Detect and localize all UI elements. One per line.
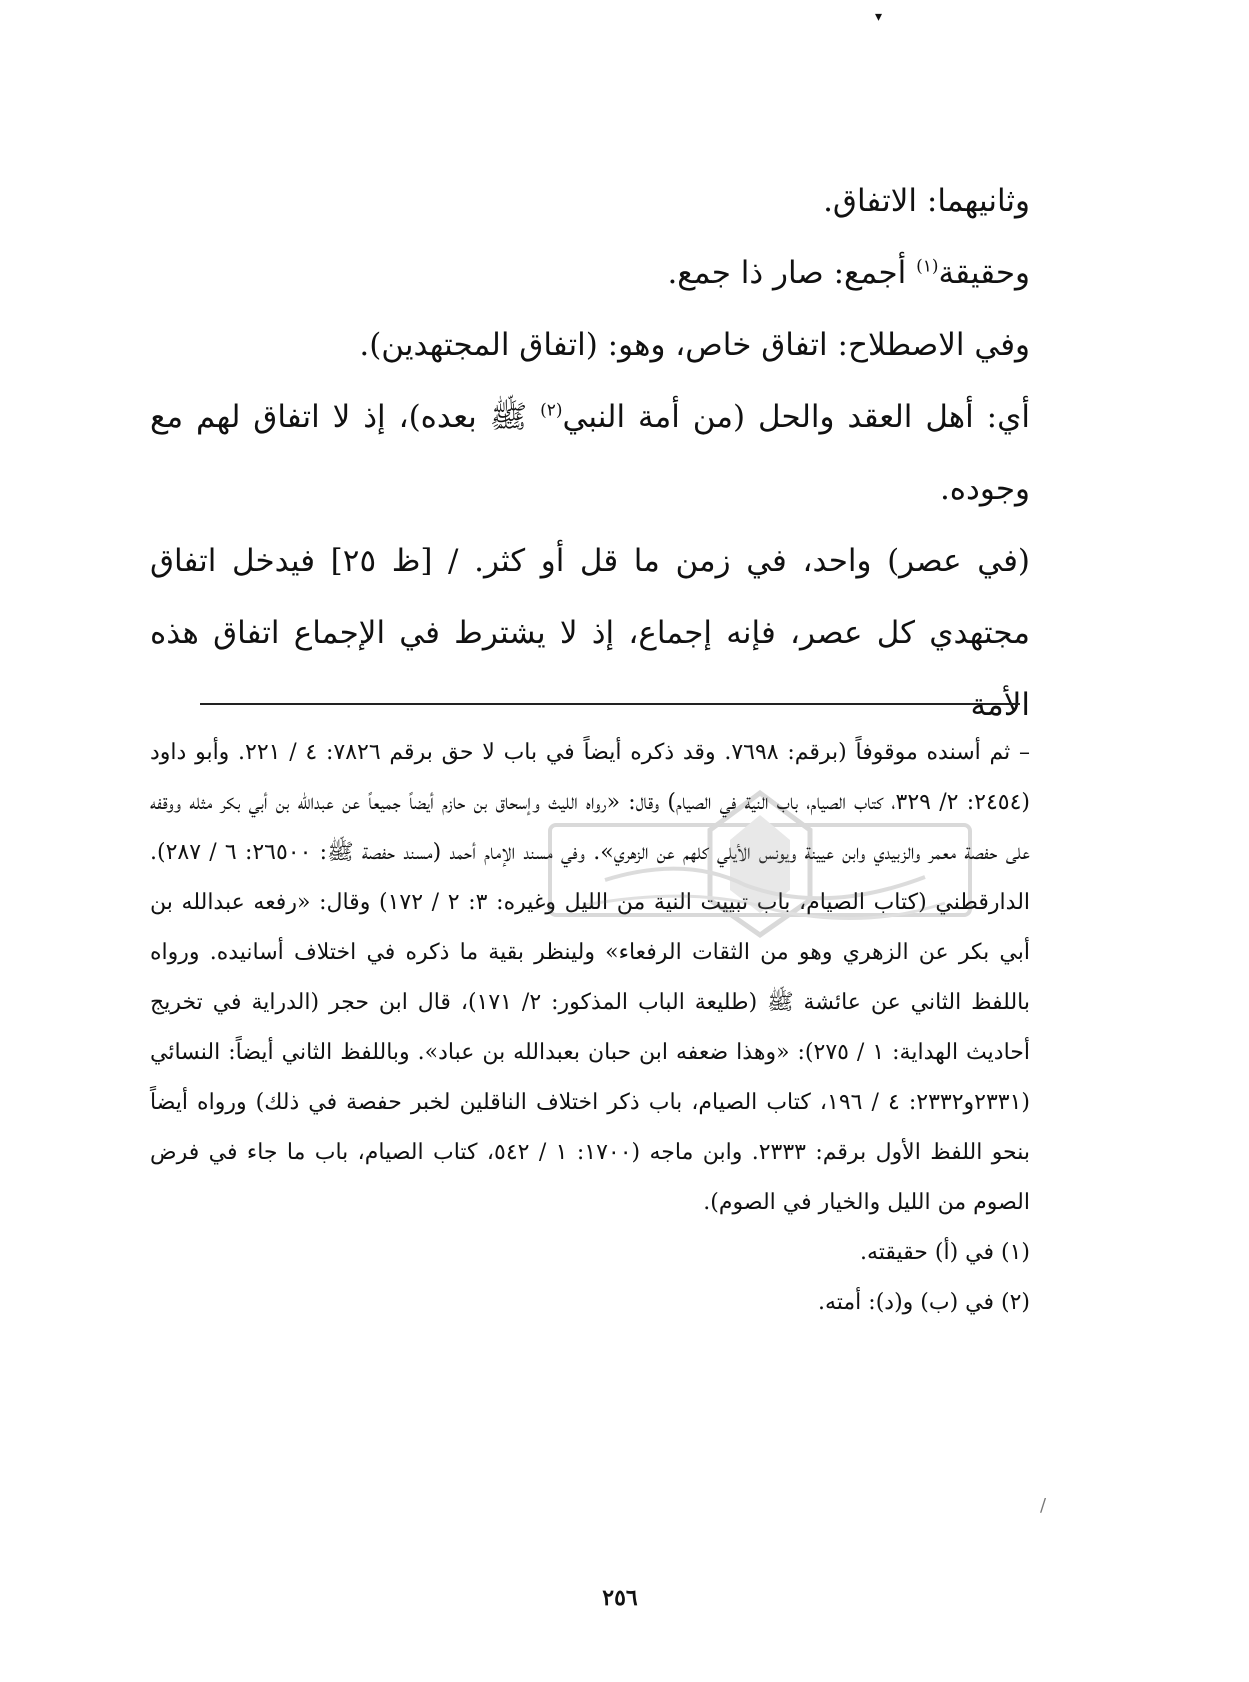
line-4 (150, 381, 1030, 525)
line-4-text-b: ﷺ بعده)، إذ لا اتفاق لهم مع وجوده. (150, 399, 1030, 507)
footnote-continuation: – ثم أسنده موقوفاً (برقم: ٧٦٩٨. وقد ذكره أيضاً في باب لا حق برقم ٧٨٢٦: ٤ / ٢٢١. وأبو داود (٢٤٥٤: ٢/ ٣٢٩، كتاب الصيام، باب النية في الصيام) وقال: «رواه الليث وإسحاق بن حازم أيضاً جميعاً عن عبدالله بن أبي بكر مثله ووقفه على حفصة معمر والزبيدي وابن عيينة ويونس الأيلي كلهم عن الزهري». وفي مسند الإمام أحمد (مسند حفصة ﷺ: ٢٦٥٠٠: ٦ / ٢٨٧). الدارقطني (كتاب الصيام، باب تبييت النية من الليل وغيره: ٣: ٢ / ١٧٢) وقال: «رفعه عبدالله بن أبي بكر عن الزهري وهو من الثقات الرفعاء» ولينظر بقية ما ذكره في اختلاف أسانيده. ورواه باللفظ الثاني عن عائشة ﷺ (طليعة الباب المذكور: ٢/ ١٧١)، قال ابن حجر (الدراية في تخريج أحاديث الهداية: ١ / ٢٧٥): «وهذا ضعفه ابن حبان بعبدالله بن عباد». وباللفظ الثاني أيضاً: النسائي (٢٣٣١و٢٣٣٢: ٤ / ١٩٦، كتاب الصيام، باب ذكر اختلاف الناقلين لخبر حفصة في ذلك) ورواه أيضاً بنحو اللفظ الأول برقم: ٢٣٣٣. وابن ماجه (١٧٠٠: ١ / ٥٤٢، كتاب الصيام، باب ما جاء في فرض الصوم من الليل والخيار في الصوم). (150, 740, 1031, 1215)
top-mark: ▾ (875, 9, 883, 25)
line-1: وثانيهما: الاتفاق. (823, 183, 1030, 219)
line-5: (في عصر) واحد، في زمن ما قل أو كثر. / [ظ ٢٥] فيدخل اتفاق مجتهدي كل عصر، فإنه إجماع، إذ لا يشترط في الإجماع اتفاق هذه الأمة (150, 543, 1030, 723)
line-2-text-a: وحقيقة (938, 255, 1030, 291)
footnote-1: (١) في (أ) حقيقته. (859, 1240, 1030, 1265)
line-4-text-a: أي: أهل العقد والحل (من أمة النبي (562, 399, 1031, 435)
footnote-2: (٢) في (ب) و(د): أمته. (817, 1290, 1030, 1315)
main-text (150, 165, 1030, 741)
footnote-ref-1[interactable]: (١) (916, 256, 939, 277)
line-2-text-b: أجمع: صار ذا جمع. (667, 255, 917, 291)
footnote-ref-2[interactable]: (٢) (540, 400, 563, 421)
line-3: وفي الاصطلاح: اتفاق خاص، وهو: (اتفاق المجتهدين). (359, 327, 1030, 363)
scan-mark: / (1040, 1495, 1047, 1516)
footnote-divider (200, 703, 1020, 705)
line-2 (150, 237, 1030, 309)
page-number: ٢٥٦ (602, 1585, 638, 1611)
footnotes-section (150, 728, 1030, 1328)
